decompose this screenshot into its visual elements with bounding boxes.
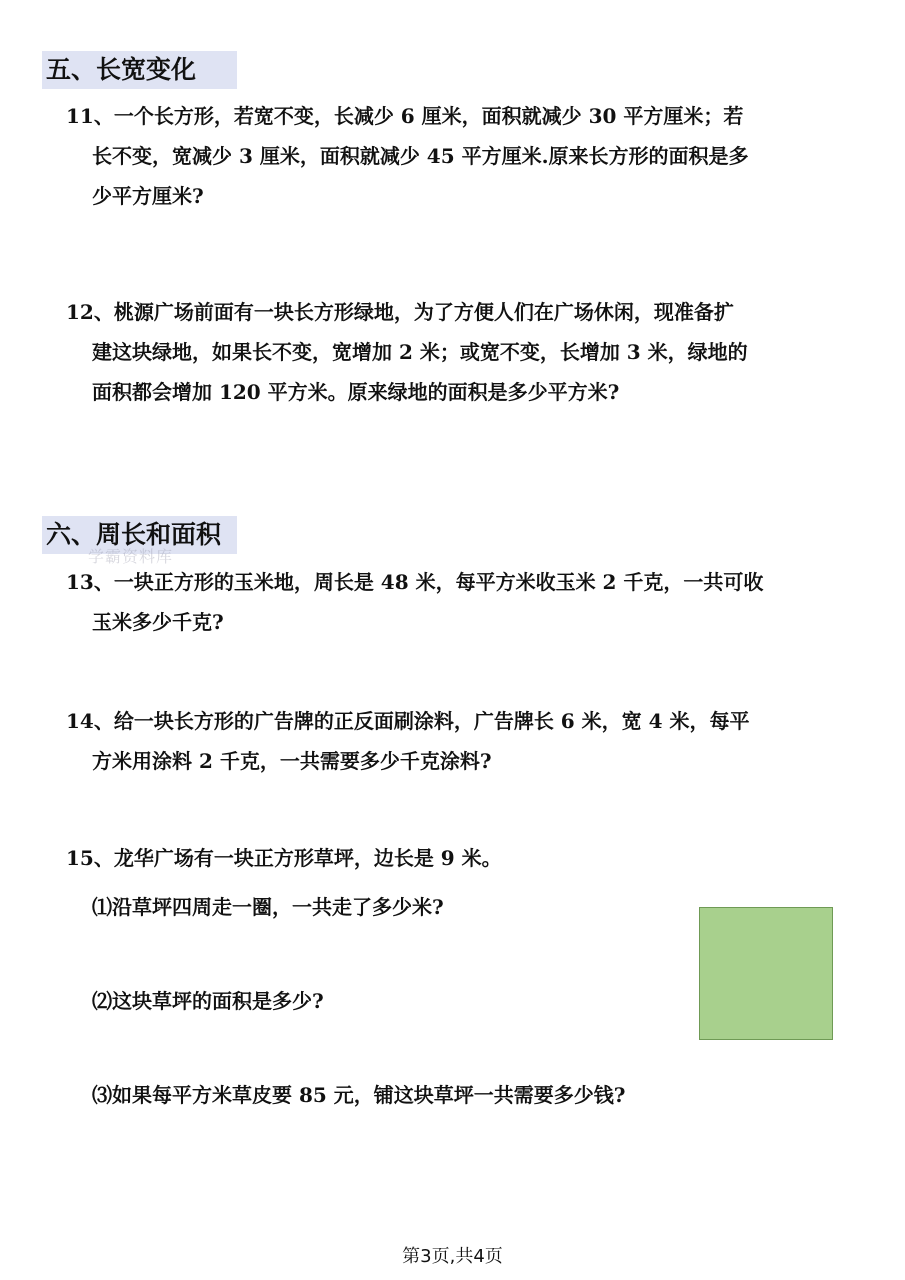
question-14 [66, 701, 750, 741]
section-heading-6: 六、周长和面积 [42, 516, 237, 554]
question-12-continuation [92, 332, 748, 412]
question-12-line-3: 面积都会增加 120 平方米。原来绿地的面积是多少平方米? [92, 380, 620, 404]
question-13-line-1: 13、一块正方形的玉米地，周长是 48 米，每平方米收玉米 2 千克，一共可收 [66, 570, 764, 594]
question-12 [66, 292, 734, 332]
question-15-sub-2 [92, 981, 324, 1021]
section-heading-5: 五、长宽变化 [42, 51, 237, 89]
watermark-text: 学霸资料库 [88, 547, 174, 566]
square-lawn-figure [699, 907, 833, 1040]
question-15-sub-3-text: ⑶如果每平方米草皮要 85 元，铺这块草坪一共需要多少钱? [92, 1083, 626, 1107]
question-15-sub-3 [92, 1075, 625, 1115]
question-13-line-2: 玉米多少千克? [92, 610, 224, 634]
question-11-line-1: 11、一个长方形，若宽不变，长减少 6 厘米，面积就减少 30 平方厘米；若 [66, 104, 744, 128]
question-15 [66, 838, 502, 878]
question-15-sub-1-text: ⑴沿草坪四周走一圈，一共走了多少米? [92, 895, 444, 919]
question-15-sub-2-text: ⑵这块草坪的面积是多少? [92, 989, 324, 1013]
question-13-continuation [92, 602, 224, 642]
question-11 [66, 96, 743, 136]
question-13 [66, 562, 763, 602]
question-11-continuation [92, 136, 749, 216]
question-11-line-3: 少平方厘米? [92, 184, 204, 208]
question-14-line-2: 方米用涂料 2 千克，一共需要多少千克涂料? [92, 749, 492, 773]
question-14-continuation [92, 741, 492, 781]
question-11-line-2: 长不变，宽减少 3 厘米，面积就减少 45 平方厘米.原来长方形的面积是多 [92, 144, 749, 168]
page-footer: 第3页,共4页 [402, 1246, 503, 1267]
question-12-line-1: 12、桃源广场前面有一块长方形绿地，为了方便人们在广场休闲，现准备扩 [66, 300, 734, 324]
question-15-sub-1 [92, 887, 444, 927]
question-12-line-2: 建这块绿地，如果长不变，宽增加 2 米；或宽不变，长增加 3 米，绿地的 [92, 340, 748, 364]
question-15-intro: 15、龙华广场有一块正方形草坪，边长是 9 米。 [66, 846, 502, 870]
question-14-line-1: 14、给一块长方形的广告牌的正反面刷涂料，广告牌长 6 米，宽 4 米，每平 [66, 709, 750, 733]
